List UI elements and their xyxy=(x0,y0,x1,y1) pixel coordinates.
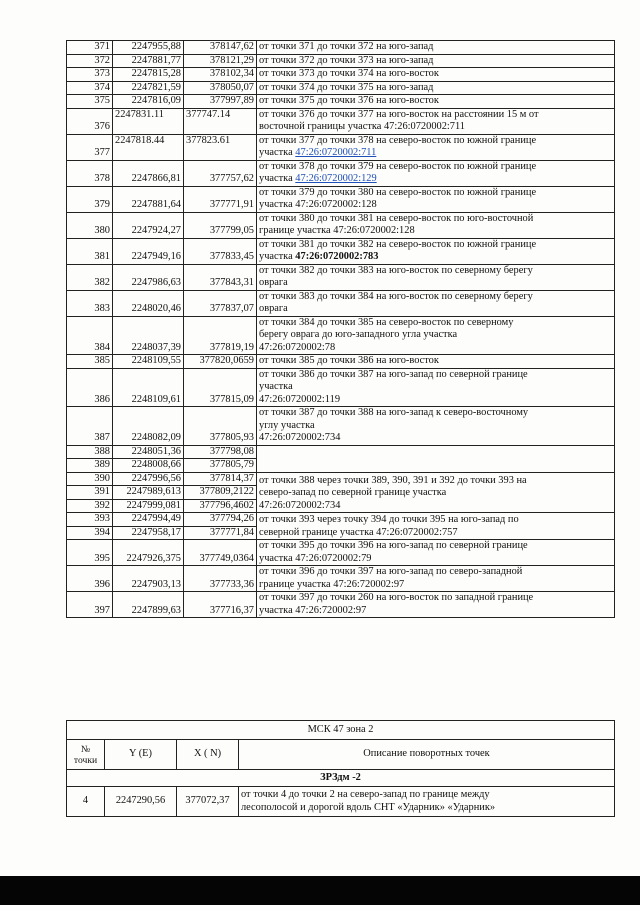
coord-x: 377833,45 xyxy=(184,238,257,264)
coord-y: 2247955,88 xyxy=(113,41,184,55)
coord-y: 2247881,77 xyxy=(113,54,184,68)
point-description: от точки 396 до точки 397 на юго-запад по северо-западной границе участка 47:26:720002:97 xyxy=(257,566,615,592)
table-row xyxy=(67,540,615,566)
coord-x: 378121,29 xyxy=(184,54,257,68)
coord-y: 2247958,17 xyxy=(113,526,184,540)
point-number: 382 xyxy=(67,264,113,290)
coord-y: 2247926,375 xyxy=(113,540,184,566)
point-number: 386 xyxy=(67,368,113,407)
point-number: 391 xyxy=(67,486,113,500)
table-row xyxy=(67,445,615,459)
point-description: от точки 380 до точки 381 на северо-восток по юго-восточной границе участка 47:26:0720002:128 xyxy=(257,212,615,238)
coord-y: 2247924,27 xyxy=(113,212,184,238)
coord-x: 377771,91 xyxy=(184,186,257,212)
coord-y: 2247816,09 xyxy=(113,95,184,109)
coord-y: 2247831.11 xyxy=(113,108,184,134)
point-description: от точки 373 до точки 374 на юго-восток xyxy=(257,68,615,82)
coord-y: 2248051,36 xyxy=(113,445,184,459)
point-number: 395 xyxy=(67,540,113,566)
point-number: 376 xyxy=(67,108,113,134)
point-description: от точки 4 до точки 2 на северо-запад по границе между лесополосой и дорогой вдоль СНТ «Ударник» «Ударник» xyxy=(239,787,615,817)
point-number: 394 xyxy=(67,526,113,540)
coord-x: 377796,4602 xyxy=(184,499,257,513)
header-description: Описание поворотных точек xyxy=(239,740,615,770)
coord-y: 2248082,09 xyxy=(113,407,184,446)
table-row xyxy=(67,513,615,527)
point-number: 380 xyxy=(67,212,113,238)
coord-x: 377823.61 xyxy=(184,134,257,160)
coord-y: 2248008,66 xyxy=(113,459,184,473)
table-row xyxy=(67,472,615,486)
point-description: от точки 379 до точки 380 на северо-восток по южной границе участка 47:26:0720002:128 xyxy=(257,186,615,212)
point-number: 384 xyxy=(67,316,113,355)
coord-x: 377733,36 xyxy=(184,566,257,592)
coord-x: 377809,2122 xyxy=(184,486,257,500)
coord-x: 377757,62 xyxy=(184,160,257,186)
point-number: 396 xyxy=(67,566,113,592)
point-number: 372 xyxy=(67,54,113,68)
point-number: 378 xyxy=(67,160,113,186)
table-row xyxy=(67,68,615,82)
point-description: от точки 384 до точки 385 на северо-восток по северному берегу оврага до юго-западного угла участка 47:26:0720002:78 xyxy=(257,316,615,355)
coord-y: 2247818.44 xyxy=(113,134,184,160)
empty-description xyxy=(257,445,615,472)
table-row xyxy=(67,316,615,355)
table-row xyxy=(67,41,615,55)
point-description: от точки 395 до точки 396 на юго-запад по северной границе участка 47:26:0720002:79 xyxy=(257,540,615,566)
coord-x: 377814,37 xyxy=(184,472,257,486)
point-number: 397 xyxy=(67,592,113,618)
table-row xyxy=(67,186,615,212)
point-number: 393 xyxy=(67,513,113,527)
point-description: от точки 374 до точки 375 на юго-запад xyxy=(257,81,615,95)
coord-x: 377805,93 xyxy=(184,407,257,446)
scan-edge xyxy=(0,876,640,905)
point-number: 381 xyxy=(67,238,113,264)
parcel-number: 47:26:0720002:783 xyxy=(295,251,379,262)
table-row xyxy=(67,108,615,134)
coord-y: 2247996,56 xyxy=(113,472,184,486)
coord-y: 2248020,46 xyxy=(113,290,184,316)
table-row xyxy=(67,368,615,407)
coord-x: 377837,07 xyxy=(184,290,257,316)
point-description: от точки 378 до точки 379 на северо-восток по южной границе участка 47:26:0720002:129 xyxy=(257,160,615,186)
coord-y: 2247999,081 xyxy=(113,499,184,513)
coord-x: 377805,79 xyxy=(184,459,257,473)
point-number: 390 xyxy=(67,472,113,486)
header-point-number: № точки xyxy=(67,740,105,770)
point-number: 371 xyxy=(67,41,113,55)
table-row xyxy=(67,81,615,95)
table-row xyxy=(67,592,615,618)
coord-x: 377798,08 xyxy=(184,445,257,459)
point-description: от точки 397 до точки 260 на юго-восток по западной границе участка 47:26:720002:97 xyxy=(257,592,615,618)
coord-x: 377799,05 xyxy=(184,212,257,238)
coord-y: 2247815,28 xyxy=(113,68,184,82)
coord-x: 377794,26 xyxy=(184,513,257,527)
point-number: 389 xyxy=(67,459,113,473)
table-row xyxy=(67,95,615,109)
point-number: 375 xyxy=(67,95,113,109)
point-number: 383 xyxy=(67,290,113,316)
header-y: Y (E) xyxy=(105,740,177,770)
coord-y: 2248109,61 xyxy=(113,368,184,407)
point-description: от точки 386 до точки 387 на юго-запад по северной границе участка 47:26:0720002:119 xyxy=(257,368,615,407)
coord-y: 2247903,13 xyxy=(113,566,184,592)
point-description: от точки 376 до точки 377 на юго-восток на расстоянии 15 м от восточной границы участка 47:26:0720002:711 xyxy=(257,108,615,134)
coord-y: 2247290,56 xyxy=(105,787,177,817)
coord-x: 377072,37 xyxy=(177,787,239,817)
point-description: от точки 382 до точки 383 на юго-восток по северному берегу оврага xyxy=(257,264,615,290)
coord-x: 377843,31 xyxy=(184,264,257,290)
point-description: от точки 377 до точки 378 на северо-восток по южной границе участка 47:26:0720002:711 xyxy=(257,134,615,160)
coord-y: 2247994,49 xyxy=(113,513,184,527)
point-number: 377 xyxy=(67,134,113,160)
coord-y: 2247986,63 xyxy=(113,264,184,290)
table-row xyxy=(67,290,615,316)
coord-x: 377997,89 xyxy=(184,95,257,109)
table-row xyxy=(67,54,615,68)
table-row xyxy=(67,264,615,290)
table-row xyxy=(67,160,615,186)
point-description: от точки 372 до точки 373 на юго-запад xyxy=(257,54,615,68)
coord-y: 2248037,39 xyxy=(113,316,184,355)
parcel-link[interactable]: 47:26:0720002:711 xyxy=(295,147,377,158)
point-description: от точки 371 до точки 372 на юго-запад xyxy=(257,41,615,55)
table-row xyxy=(67,407,615,446)
point-number: 392 xyxy=(67,499,113,513)
coord-x: 377749,0364 xyxy=(184,540,257,566)
point-description: от точки 387 до точки 388 на юго-запад к северо-восточному углу участка 47:26:0720002:734 xyxy=(257,407,615,446)
table-row xyxy=(67,212,615,238)
table-row xyxy=(67,566,615,592)
coord-x: 377716,37 xyxy=(184,592,257,618)
parcel-link[interactable]: 47:26:0720002:129 xyxy=(295,173,377,184)
section-title: ЗРЗдм -2 xyxy=(67,770,615,787)
coord-x: 378102,34 xyxy=(184,68,257,82)
point-number: 374 xyxy=(67,81,113,95)
coord-y: 2247949,16 xyxy=(113,238,184,264)
coord-y: 2247881,64 xyxy=(113,186,184,212)
coord-y: 2247821,59 xyxy=(113,81,184,95)
coord-x: 377771,84 xyxy=(184,526,257,540)
point-description: от точки 385 до точки 386 на юго-восток xyxy=(257,355,615,369)
point-number: 4 xyxy=(67,787,105,817)
coord-x: 377819,19 xyxy=(184,316,257,355)
table-row xyxy=(67,238,615,264)
point-description: от точки 383 до точки 384 на юго-восток по северному берегу оврага xyxy=(257,290,615,316)
point-number: 379 xyxy=(67,186,113,212)
point-description: от точки 381 до точки 382 на северо-восток по южной границе участка 47:26:0720002:783 xyxy=(257,238,615,264)
zone-title: МСК 47 зона 2 xyxy=(67,721,615,740)
coord-x: 378050,07 xyxy=(184,81,257,95)
point-number: 388 xyxy=(67,445,113,459)
coord-x: 377747.14 xyxy=(184,108,257,134)
coord-x: 377815,09 xyxy=(184,368,257,407)
point-description: от точки 393 через точку 394 до точки 395 на юго-запад по северной границе участка 47:26:0720002:757 xyxy=(257,513,615,540)
table-row xyxy=(67,355,615,369)
point-number: 387 xyxy=(67,407,113,446)
zone-table xyxy=(66,720,615,817)
header-x: X ( N) xyxy=(177,740,239,770)
coordinates-table xyxy=(66,40,615,618)
coord-y: 2247866,81 xyxy=(113,160,184,186)
point-number: 373 xyxy=(67,68,113,82)
coord-x: 378147,62 xyxy=(184,41,257,55)
point-description: от точки 375 до точки 376 на юго-восток xyxy=(257,95,615,109)
table-row xyxy=(67,134,615,160)
point-number: 385 xyxy=(67,355,113,369)
coord-y: 2247989,613 xyxy=(113,486,184,500)
point-description: от точки 388 через точки 389, 390, 391 и 392 до точки 393 на северо-запад по северной границе участка 47:26:0720002:734 xyxy=(257,472,615,513)
coord-y: 2248109,55 xyxy=(113,355,184,369)
coord-x: 377820,0659 xyxy=(184,355,257,369)
coord-y: 2247899,63 xyxy=(113,592,184,618)
